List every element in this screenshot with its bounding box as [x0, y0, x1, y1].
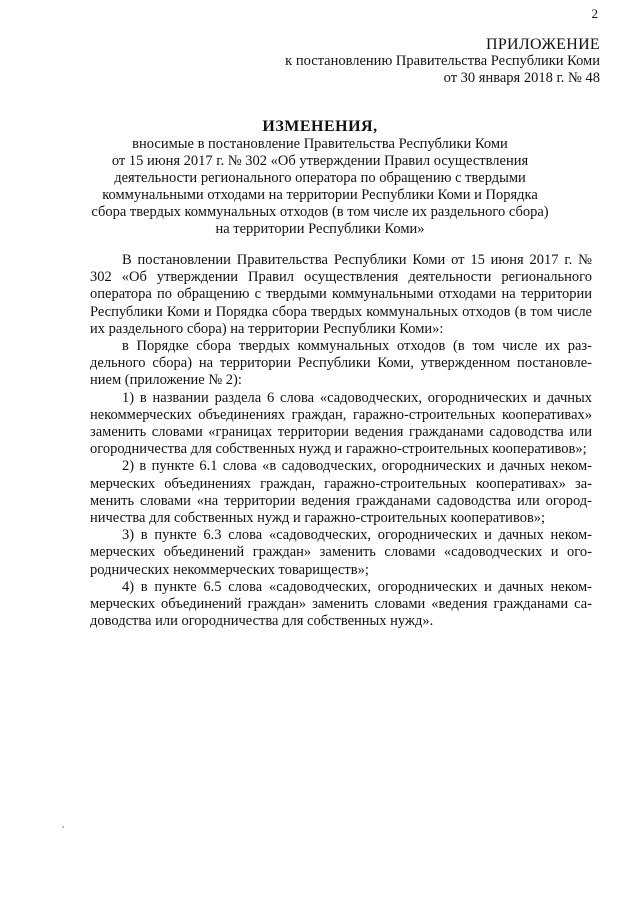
- annex-line-1: к постановлению Правительства Республики Коми: [285, 53, 600, 69]
- document-body: [90, 252, 592, 630]
- scan-speck: [62, 826, 64, 828]
- heading-line: деятельности регионального оператора по обращению с твердыми: [114, 170, 526, 186]
- heading-line: вносимые в постановление Правительства Республики Коми: [132, 136, 508, 152]
- heading-line: от 15 июня 2017 г. № 302 «Об утверждении Правил осуществления: [111, 153, 529, 169]
- document-title: ИЗМЕНЕНИЯ,: [262, 118, 378, 135]
- order-paragraph: в Порядке сбора твердых коммунальных отходов (в том числе их раздельного сбора) на территории Республики Коми, утвержденном постановлением (приложение № 2):: [90, 338, 592, 389]
- amendment-item-3: 3) в пункте 6.3 слова «садоводческих, огороднических и дачных некоммерческих объединений граждан» заменить словами «садоводческих и огороднических некоммерческих товариществ»;: [90, 527, 592, 578]
- heading-line: сбора твердых коммунальных отходов (в том числе их раздельного сбора): [91, 204, 549, 220]
- heading-line: на территории Республики Коми»: [215, 221, 425, 237]
- amendment-item-4: 4) в пункте 6.5 слова «садоводческих, огороднических и дачных некоммерческих объединений граждан» заменить словами «ведения гражданами садоводства или огородничества для собственных нужд».: [90, 578, 592, 630]
- amendment-item-1: 1) в названии раздела 6 слова «садоводческих, огороднических и дачных некоммерческих объединениях граждан, гаражно-строительных кооперативах» заменить словами «границах территории ведения гражданами садоводства или огородничества для собственных нужд и гаражно-строительных кооперативов»;: [90, 389, 592, 458]
- heading-line: коммунальными отходами на территории Республики Коми и Порядка: [102, 187, 538, 203]
- annex-line-2: от 30 января 2018 г. № 48: [443, 70, 600, 86]
- annex-block: [285, 36, 600, 87]
- intro-paragraph: В постановлении Правительства Республики Коми от 15 июня 2017 г. № 302 «Об утверждении Правил осуществления деятельности регионального оператора по обращению с твердыми коммунальными отходами на территории Республики Коми и Порядка сбора твердых коммунальных отходов (в том числе их раздельного сбора) на территории Республики Коми»:: [90, 252, 592, 337]
- annex-title: ПРИЛОЖЕНИЕ: [485, 36, 600, 53]
- document-heading: [80, 118, 560, 238]
- amendment-item-2: 2) в пункте 6.1 слова «в садоводческих, огороднических и дачных некоммерческих объединениях граждан, гаражно-строительных кооперативах» заменить словами «на территории ведения гражданами садоводства или огородничества для собственных нужд и гаражно-строительных кооперативов»;: [90, 458, 592, 527]
- page-number: 2: [591, 6, 598, 21]
